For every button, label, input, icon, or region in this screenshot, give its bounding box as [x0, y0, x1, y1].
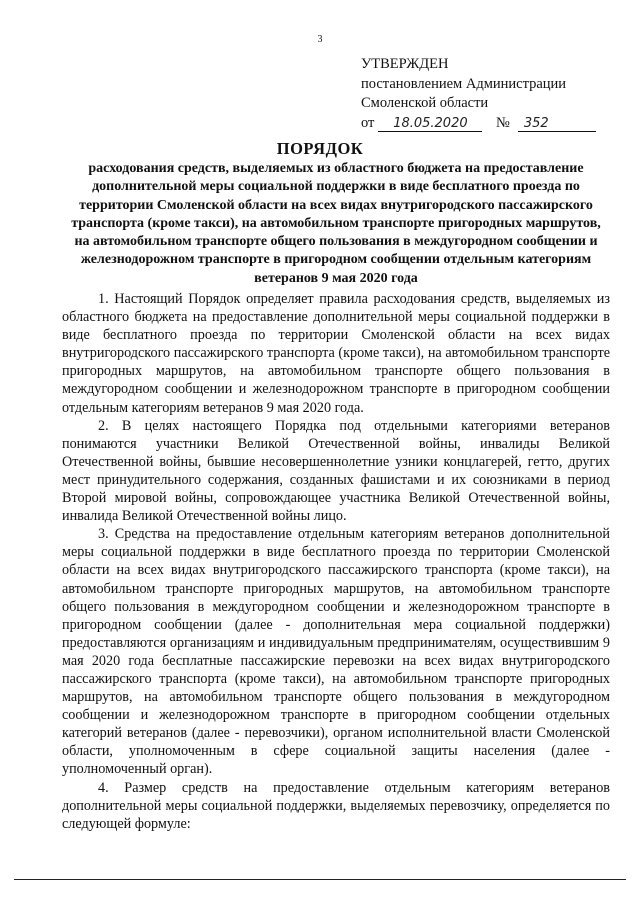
page-number: 3 [317, 34, 323, 45]
handwritten-date: 18.05.2020 [378, 116, 482, 132]
approval-line-1: постановлением Администрации [361, 75, 567, 92]
paragraph-4: 4. Размер средств на предоставление отдельным категориям ветеранов дополнительной меры социальной поддержки, выделяемых перевозчику, определяется по следующей формуле: [62, 779, 610, 832]
paragraph-1: 1. Настоящий Порядок определяет правила расходования средств, выделяемых из областного бюджета на предоставление дополнительной меры социальной поддержки в виде бесплатного проезда по территории Смоленской области на всех видах внутригородского пассажирского транспорта (кроме такси), на автомобильном транспорте пригородных маршрутов, на автомобильном транспорте общего пользования в междугородном сообщении и железнодорожном транспорте в пригородном сообщении отдельным категориям ветеранов 9 мая 2020 года. [62, 291, 610, 416]
approval-title: УТВЕРЖДЕН [361, 56, 449, 72]
number-prefix: № [496, 114, 510, 131]
document-subtitle: расходования средств, выделяемых из областного бюджета на предоставление дополнительной меры социальной поддержки в виде бесплатного проезда по территории Смоленской области на всех видах внутригородского пассажирского транспорта (кроме такси), на автомобильном транспорте пригородных маршрутов, на автомобильном транспорте общего пользования в междугородном сообщении и железнодорожном транспорте в пригородном сообщении отдельным категориям ветеранов 9 мая 2020 года [71, 161, 601, 286]
approval-line-2: Смоленской области [361, 95, 489, 111]
approval-stamp [361, 55, 621, 133]
date-prefix: от [361, 114, 375, 131]
document-body [62, 290, 610, 833]
paragraph-3: 3. Средства на предоставление отдельным категориям ветеранов дополнительной меры социальной поддержки в виде бесплатного проезда по территории Смоленской области на всех видах внутригородского пассажирского транспорта (кроме такси), на автомобильном транспорте пригородных маршрутов, на автомобильном транспорте общего пользования в междугородном сообщении и железнодорожном транспорте в пригородном сообщении (далее - дополнительная мера социальной поддержки) предоставляются организациям и индивидуальным предпринимателям, осуществившим 9 мая 2020 года бесплатные пассажирские перевозки на всех видах внутригородского пассажирского транспорта (кроме такси), на автомобильном транспорте пригородных маршрутов, на автомобильном транспорте общего пользования в междугородном сообщении и железнодорожном транспорте в пригородном сообщении отдельных категорий ветеранов (далее - перевозчики), органом исполнительной власти Смоленской области, уполномоченным в сфере социальной защиты населения (далее - уполномоченный орган). [62, 526, 610, 778]
bottom-divider [14, 879, 626, 880]
approval-date-line [361, 114, 621, 134]
paragraph-2: 2. В целях настоящего Порядка под отдельными категориями ветеранов понимаются участники Великой Отечественной войны, инвалиды Великой Отечественной войны, бывшие несовершеннолетние узники концлагерей, гетто, других мест принудительного содержания, созданных фашистами и их союзниками в период Второй мировой войны, сопровождающее участника Великой Отечественной войны, инвалида Великой Отечественной войны лицо. [62, 417, 610, 525]
handwritten-number: 352 [518, 116, 596, 132]
document-title: ПОРЯДОК [276, 139, 364, 158]
